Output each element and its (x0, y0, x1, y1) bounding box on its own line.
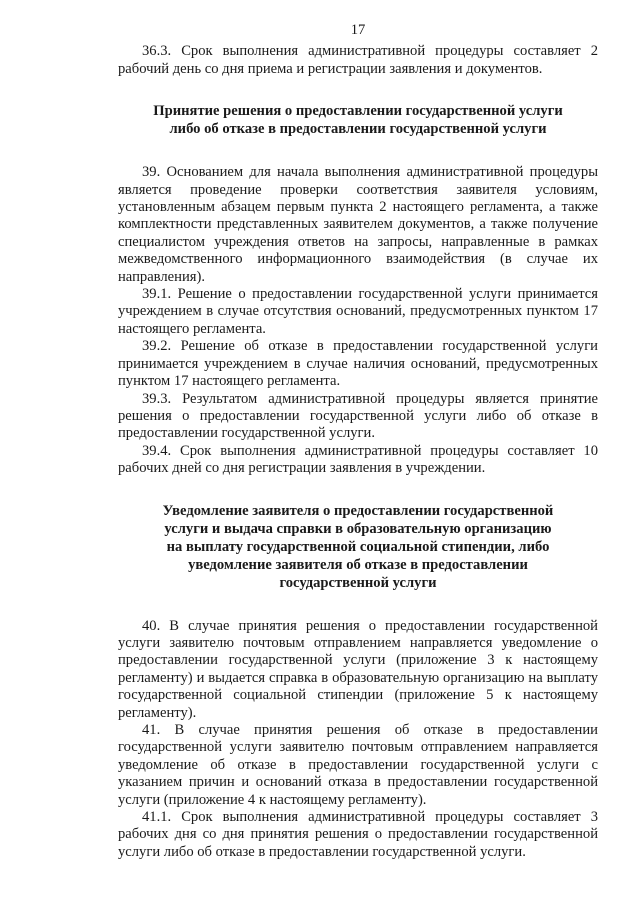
spacer (118, 138, 598, 164)
spacer (118, 478, 598, 502)
paragraph-36-3: 36.3. Срок выполнения административной процедуры составляет 2 рабочий день со дня приема и регистрации заявления и документов. (118, 43, 598, 77)
heading-line: на выплату государственной социальной стипендии, либо (166, 538, 550, 555)
paragraph-39-3: 39.3. Результатом административной процедуры является принятие решения о предоставлении государственной услуги либо об отказе в предоставлении государственной услуги. (118, 390, 598, 442)
paragraph-39-1: 39.1. Решение о предоставлении государственной услуги принимается учреждением в случае отсутствия оснований, предусмотренных пунктом 17 настоящего регламента. (118, 286, 598, 337)
spacer (118, 592, 598, 618)
paragraph-39-2: 39.2. Решение об отказе в предоставлении государственной услуги принимается учреждением в случае наличия оснований, предусмотренных пунктом 17 настоящего регламента. (118, 338, 598, 390)
paragraph-40: 40. В случае принятия решения о предоставлении государственной услуги заявителю почтовым отправлением направляется уведомление о предоставлении государственной услуги (приложение 3 к настоящему регламенту) и выдается справка в образовательную организацию на выплату государственной социальной стипендии (приложение 5 к настоящему регламенту). (118, 617, 598, 721)
paragraph-41: 41. В случае принятия решения об отказе в предоставлении государственной услуги заявителю почтовым отправлением направляется уведомление об отказе в предоставлении государственной услуги с указанием причин и оснований отказа в предоставлении государственной услуги (приложение 4 к настоящему регламенту). (118, 721, 598, 808)
paragraph-41-1: 41.1. Срок выполнения административной процедуры составляет 3 рабочих дня со дня принятия решения о предоставлении государственной услуги либо об отказе в предоставлении государственной услуги. (118, 809, 598, 860)
page-number: 17 (350, 22, 366, 38)
heading-line: Уведомление заявителя о предоставлении государственной (162, 502, 554, 519)
heading-line: государственной услуги (279, 574, 437, 591)
heading-line: уведомление заявителя об отказе в предоставлении (188, 556, 528, 573)
heading-line: либо об отказе в предоставлении государственной услуги (169, 121, 547, 138)
paragraph-39-4: 39.4. Срок выполнения административной процедуры составляет 10 рабочих дней со дня регистрации заявления в учреждении. (118, 442, 598, 477)
document-page (118, 22, 598, 861)
paragraph-39: 39. Основанием для начала выполнения административной процедуры является проведение проверки соответствия заявителя условиям, установленным абзацем первым пункта 2 настоящего регламента, а также комплектности представленных заявителем документов, а также получение специалистом учреждения ответов на запросы, направленные в рамках межведомственного информационного взаимодействия (в случае их направления). (118, 164, 598, 285)
section-heading-decision (118, 102, 598, 138)
section-heading-notification (118, 502, 598, 592)
heading-line: Принятие решения о предоставлении государственной услуги (153, 103, 563, 120)
heading-line: услуги и выдача справки в образовательную организацию (164, 520, 552, 537)
spacer (118, 78, 598, 102)
